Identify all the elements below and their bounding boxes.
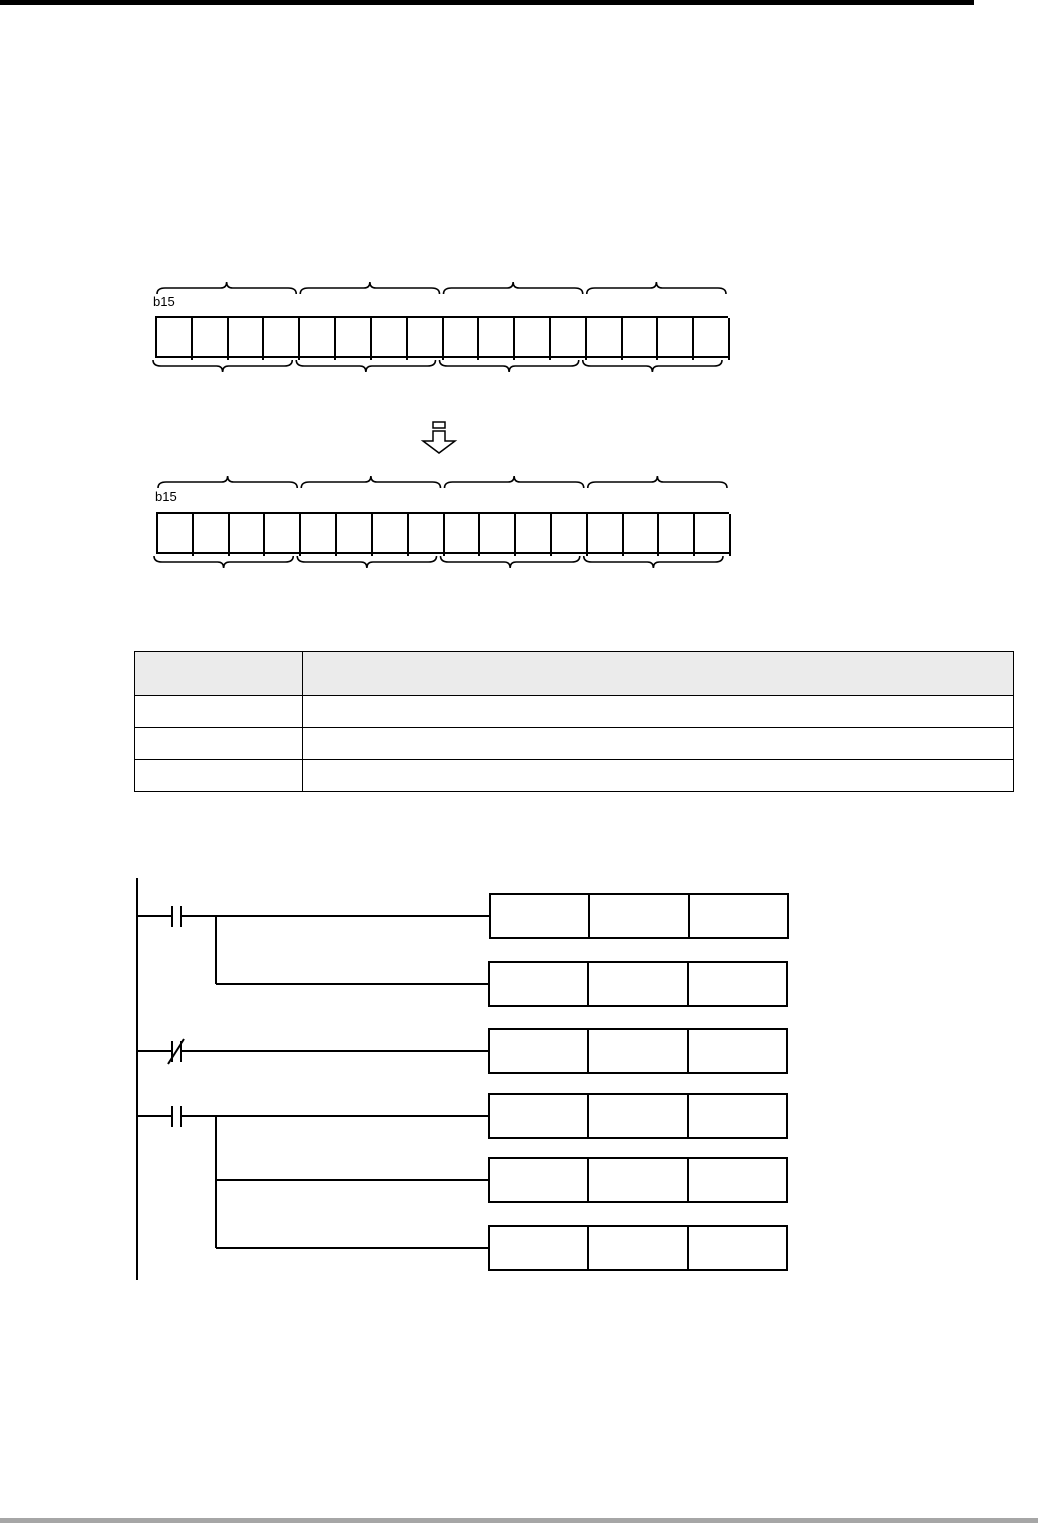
bit-label-b15-top: b15: [153, 294, 175, 309]
function-block-cell: [689, 1095, 786, 1137]
function-block-cell: [589, 963, 688, 1005]
function-block: [489, 893, 789, 939]
normally-closed-contact-icon: [137, 1039, 489, 1064]
function-block: [488, 1225, 788, 1271]
bit-label-b15-bottom: b15: [155, 489, 177, 504]
function-block: [488, 1093, 788, 1139]
function-block-cell: [690, 895, 787, 937]
function-block-cell: [491, 895, 590, 937]
function-block-cell: [490, 1159, 589, 1201]
function-block-cell: [590, 895, 689, 937]
function-block-cell: [689, 1159, 786, 1201]
function-block-cell: [689, 1227, 786, 1269]
function-block: [488, 961, 788, 1007]
function-block-cell: [490, 1030, 589, 1072]
function-block-cell: [689, 1030, 786, 1072]
function-block-cell: [490, 1227, 589, 1269]
function-block-cell: [689, 963, 786, 1005]
function-block-cell: [589, 1095, 688, 1137]
function-block: [488, 1157, 788, 1203]
function-block-cell: [589, 1030, 688, 1072]
function-block-cell: [490, 1095, 589, 1137]
function-block-cell: [589, 1227, 688, 1269]
footer-rule: [0, 1518, 1038, 1523]
function-block: [488, 1028, 788, 1074]
function-block-cell: [589, 1159, 688, 1201]
normally-open-contact-icon: [137, 906, 216, 927]
normally-open-contact-icon: [137, 1106, 216, 1127]
function-block-cell: [490, 963, 589, 1005]
